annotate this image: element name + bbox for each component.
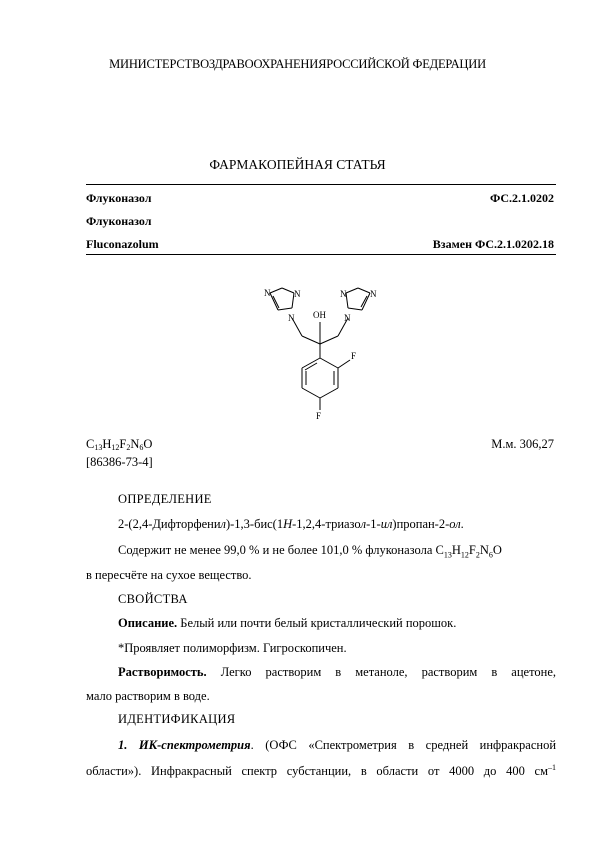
- divider-top: [86, 184, 556, 185]
- chemical-name: 2-(2,4-Дифторфенил)-1,3-бис(1Н-1,2,4-триазол-1-ил)пропан-2-ол.: [118, 517, 464, 531]
- atom-oh: OH: [313, 310, 326, 320]
- article-code: ФС.2.1.0202: [490, 191, 554, 205]
- atom-n: N: [370, 289, 377, 299]
- replaces-code: Взамен ФС.2.1.0202.18: [432, 237, 554, 251]
- atom-n: N: [344, 313, 351, 323]
- solubility-line2: мало растворим в воде.: [86, 689, 210, 703]
- description: Описание. Белый или почти белый кристаллический порошок.: [118, 616, 457, 630]
- fluconazole-structure: [250, 270, 390, 430]
- atom-n: N: [288, 313, 295, 323]
- content-statement-line1: Содержит не менее 99,0 % и не более 101,0 % флуконазола $C_{13}H_{12}F_2N_6O$: [118, 543, 502, 560]
- content-statement-line2: в пересчёте на сухое вещество.: [86, 568, 252, 582]
- drug-name-latin: Fluconazolum: [86, 237, 159, 251]
- atom-n: N: [264, 288, 271, 298]
- molecular-mass: М.м. 306,27: [491, 437, 554, 451]
- ministry-title: МИНИСТЕРСТВОЗДРАВООХРАНЕНИЯРОССИЙСКОЙ ФЕДЕРАЦИИ: [109, 57, 486, 71]
- polymorphism-note: *Проявляет полиморфизм. Гигроскопичен.: [118, 641, 347, 655]
- document-type-title: ФАРМАКОПЕЙНАЯ СТАТЬЯ: [209, 157, 386, 172]
- cas-number: [86386-73-4]: [86, 455, 153, 469]
- solubility-line1: Растворимость. Легко растворим в метаноле, растворим в ацетоне,: [118, 665, 556, 679]
- drug-name-ru: Флуконазол: [86, 191, 152, 205]
- section-heading-identification: ИДЕНТИФИКАЦИЯ: [118, 712, 236, 726]
- atom-f: F: [351, 351, 357, 361]
- atom-n: N: [340, 289, 347, 299]
- divider-bottom: [86, 254, 556, 255]
- section-heading-properties: СВОЙСТВА: [118, 592, 188, 606]
- atom-n: N: [294, 289, 301, 299]
- section-heading-definition: ОПРЕДЕЛЕНИЕ: [118, 492, 212, 506]
- ir-spectrometry-line1: 1. ИК-спектрометрия. (ОФС «Спектрометрия в средней инфракрасной: [118, 738, 557, 752]
- molecular-formula: $C_{13}H_{12}F_2N_6O$: [86, 437, 153, 452]
- drug-name-ru-2: Флуконазол: [86, 214, 152, 228]
- ir-spectrometry-line2: области»). Инфракрасный спектр субстанции, в области от 4000 до 400 $см^{-1}$: [86, 763, 556, 779]
- atom-f: F: [316, 411, 322, 421]
